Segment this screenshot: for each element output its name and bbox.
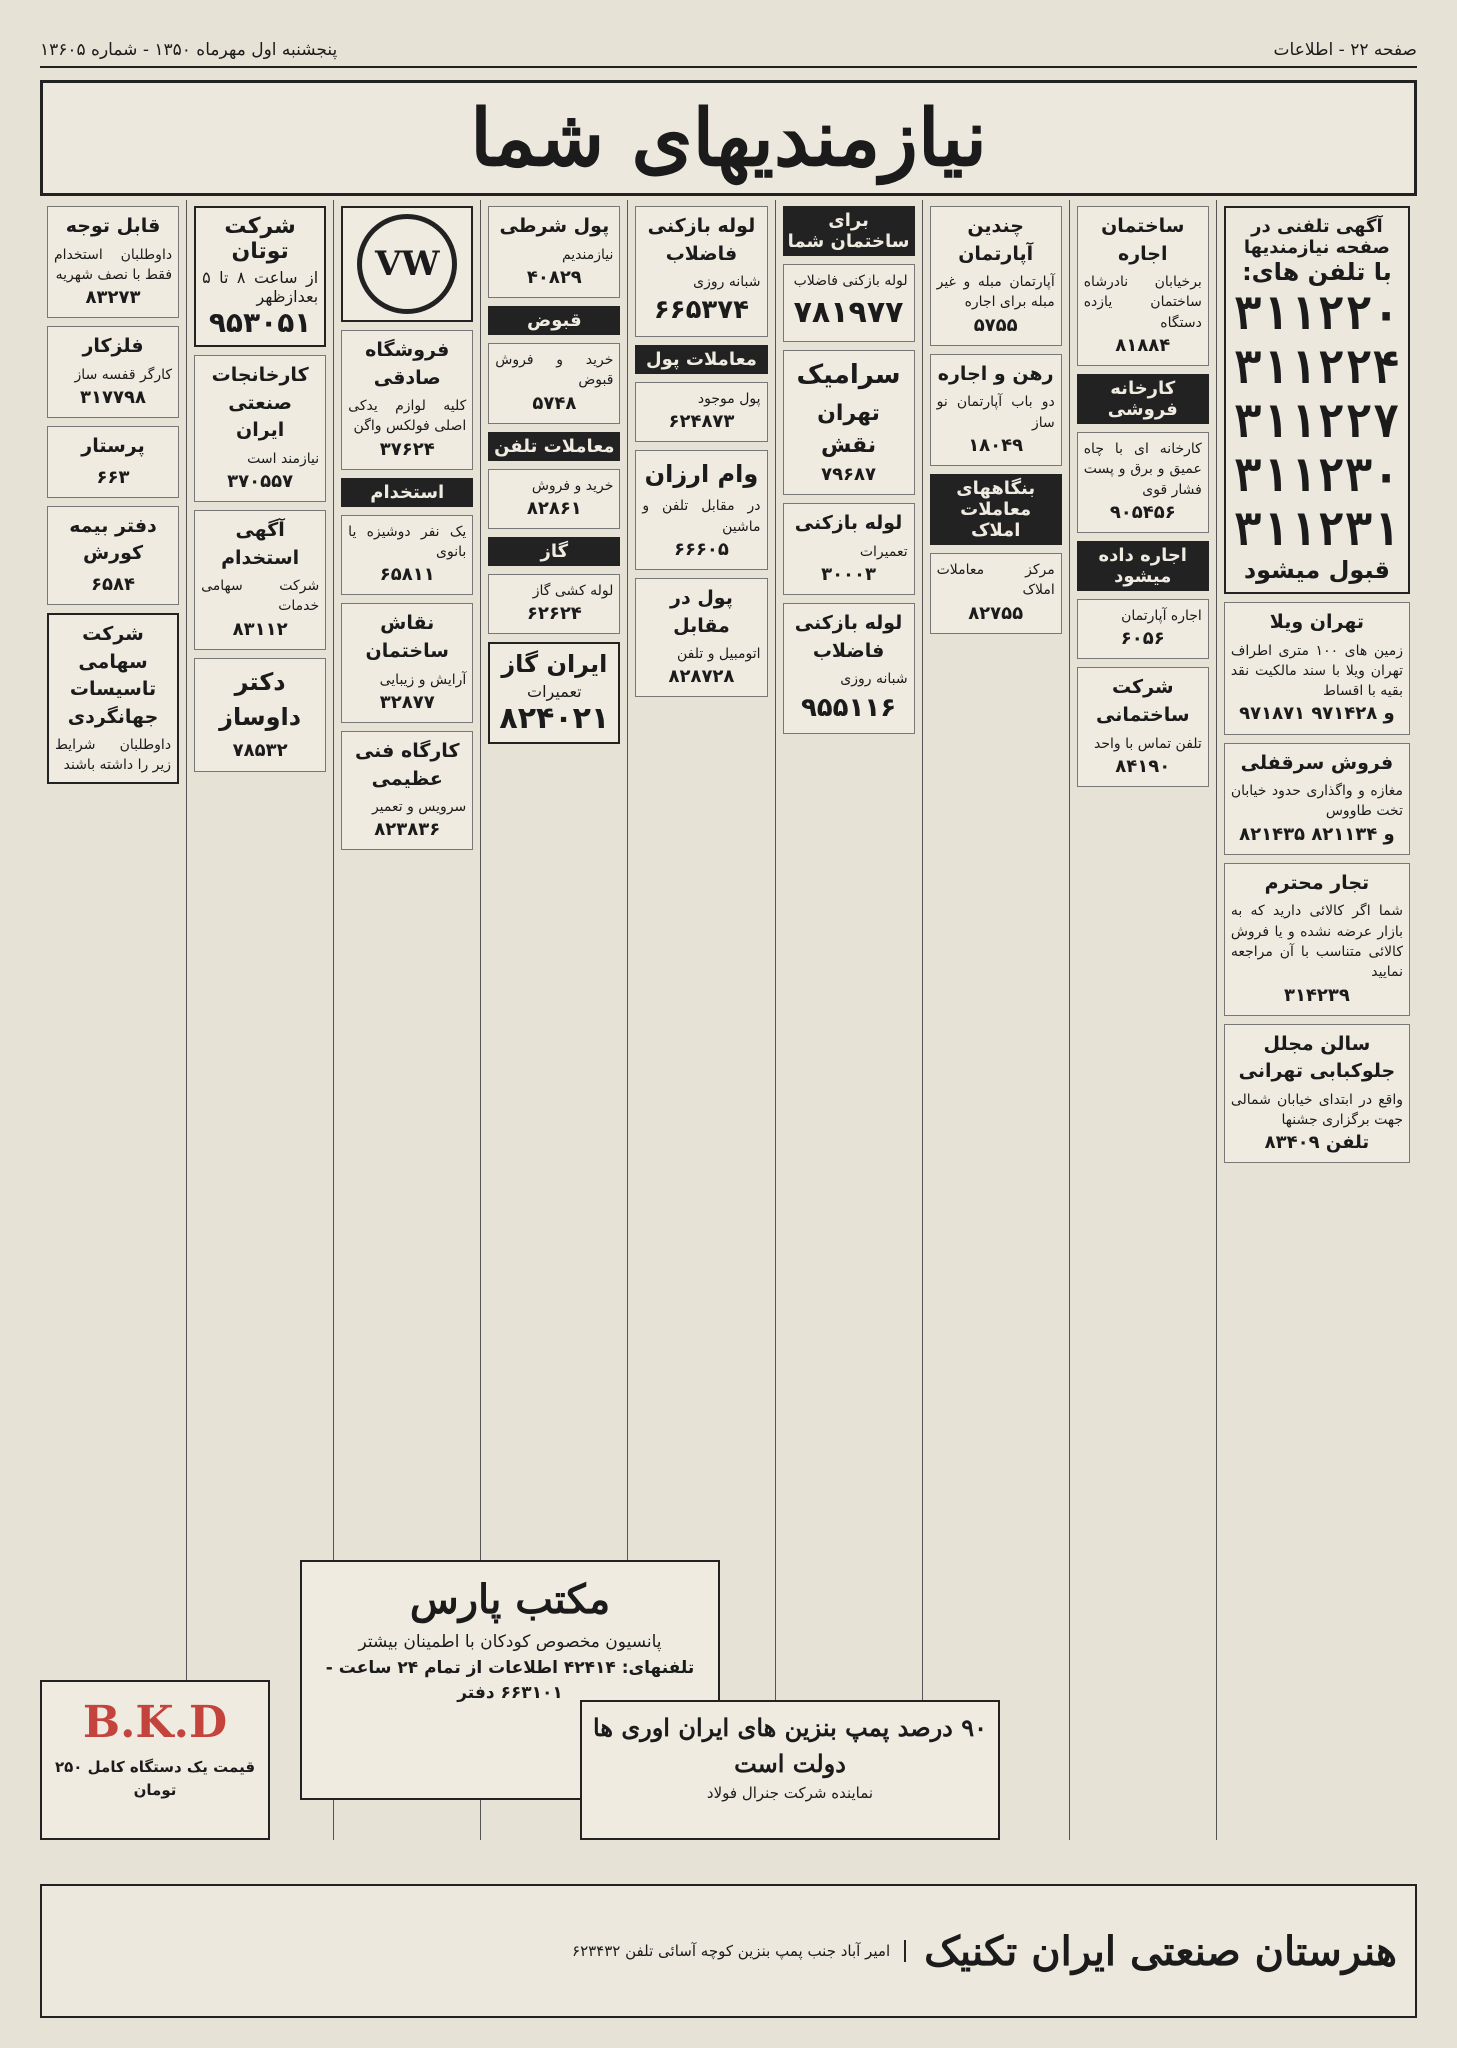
- ad-title: فلزکار: [82, 335, 144, 358]
- classified-ad: [47, 506, 179, 605]
- cooperative-ad: [47, 613, 179, 784]
- ad-phone: ۵۷۴۸: [532, 392, 577, 414]
- classified-ad: [1224, 863, 1410, 1016]
- ad-body: شبانه روزی: [693, 274, 761, 291]
- school-desc: امیر آباد جنب پمپ بنزین کوچه آسائی تلفن ۶۲۳۴۳۲: [558, 1940, 906, 1963]
- section-heading: بنگاههای معاملات املاک: [930, 474, 1062, 545]
- phone-number-1: ۳۱۱۲۲۰: [1233, 286, 1400, 340]
- ad-phone: ۸۲۳۸۳۶: [374, 819, 441, 841]
- bkd-title: B.K.D: [82, 1697, 228, 1748]
- maktab-title: مکتب پارس: [409, 1576, 611, 1623]
- ad-title: رهن و اجاره: [937, 362, 1054, 385]
- ad-phone: ۸۳۱۱۲: [232, 618, 288, 640]
- classified-ad: [635, 206, 767, 337]
- phone-number-5: ۳۱۱۲۳۱: [1233, 502, 1400, 556]
- iran-gas-ad: [488, 642, 620, 744]
- ad-title: فروشگاه صادقی: [365, 339, 450, 389]
- section-heading: استخدام: [341, 478, 473, 507]
- ad-title: تهران ویلا: [1269, 611, 1365, 633]
- ad-title: پرستار: [81, 435, 145, 458]
- ad-title: وام ارزان: [644, 460, 759, 489]
- ad-body: داوطلبان استخدام فقط با نصف شهریه: [53, 246, 173, 283]
- classified-ad: [47, 426, 179, 498]
- ad-phone: ۸۴۱۹۰: [1115, 755, 1171, 777]
- classified-ad: [1224, 602, 1410, 735]
- ad-body: خرید و فروش قبوض: [495, 351, 614, 389]
- phone-number-2: ۳۱۱۲۲۴: [1233, 340, 1400, 394]
- ad-phone: ۶۶۳: [96, 466, 130, 488]
- column-1: [1216, 200, 1417, 1840]
- ad-body: از ساعت ۸ تا ۵ بعدازظهر: [202, 268, 319, 306]
- phones-ad: [1224, 206, 1410, 594]
- classified-ad: [194, 355, 326, 502]
- classified-ad: [1077, 599, 1209, 659]
- ad-phone: ۳۷۶۲۴: [379, 438, 435, 460]
- ad-title: کارگاه فنی عظیمی: [354, 739, 460, 790]
- vw-logo-icon: VW: [357, 214, 457, 314]
- ad-title: شرکت ساختمانی: [1096, 676, 1190, 726]
- ad-body: سرویس و تعمیر: [371, 799, 467, 816]
- section-heading: معاملات پول: [635, 345, 767, 374]
- classified-ad: [635, 382, 767, 442]
- classified-ad: [47, 326, 179, 418]
- ad-body: تلفن تماس با واحد: [1094, 735, 1202, 752]
- classified-ad: [930, 354, 1062, 466]
- ad-title: شرکت سهامی تاسیسات جهانگردی: [67, 623, 159, 728]
- section-title-banner: [40, 80, 1417, 196]
- section-heading: معاملات تلفن: [488, 432, 620, 461]
- phones-ad-footer: قبول میشود: [1243, 556, 1390, 584]
- ad-title: پول در مقابل: [670, 586, 733, 637]
- ad-phone: ۷۹۶۸۷: [821, 464, 877, 486]
- ad-body: شما اگر کالائی دارید که به بازار عرضه نشده و یا فروش کالائی متناسب با آن مراجعه نمایید: [1230, 903, 1403, 981]
- date-issue: پنجشنبه اول مهرماه ۱۳۵۰ - شماره ۱۳۶۰۵: [40, 40, 338, 60]
- bkd-body: قیمت یک دستگاه کامل ۲۵۰ تومان: [54, 1758, 256, 1799]
- classified-ad: [488, 574, 620, 634]
- section-heading: گاز: [488, 537, 620, 566]
- ad-body: مرکز معاملات املاک: [936, 562, 1055, 599]
- classified-ad: [488, 469, 620, 529]
- ad-phone: ۳۷۰۵۵۷: [227, 470, 294, 492]
- ad-phone: ۱۸۰۴۹: [968, 434, 1024, 456]
- ad-title: لوله بازکنی: [794, 512, 903, 535]
- ad-phone: تلفن ۸۳۴۰۹: [1264, 1132, 1370, 1154]
- classified-ad: [47, 206, 179, 318]
- ad-body: اتومبیل و تلفن: [676, 646, 761, 663]
- ad-phone: ۶۶۶۰۵: [673, 538, 729, 560]
- ad-body: لوله بازکنی فاضلاب: [793, 273, 908, 289]
- ad-phone: ۸۲۷۵۵: [968, 602, 1024, 624]
- ad-title: کارخانجات صنعتی ایران: [211, 364, 309, 442]
- vw-logo-box: [341, 206, 473, 322]
- ad-phone: ۹۷۱۸۷۱ و ۹۷۱۴۲۸: [1239, 703, 1395, 725]
- classified-ad: [341, 731, 473, 850]
- ad-title: فروش سرقفلی: [1240, 751, 1394, 774]
- ad-title: آگهی استخدام: [221, 519, 300, 569]
- ad-body: برخیابان نادرشاه ساختمان یازده دستگاه: [1083, 274, 1202, 331]
- classified-ad: [194, 510, 326, 650]
- classified-ad: [1224, 1024, 1410, 1164]
- school-ad-strip: [40, 1884, 1417, 2018]
- ad-phone: ۳۰۰۰۳: [821, 564, 877, 586]
- classified-ad: [1077, 667, 1209, 786]
- section-heading: کارخانه فروشی: [1077, 374, 1209, 424]
- ad-body: اجاره آپارتمان: [1121, 608, 1202, 625]
- ad-phone: ۶۵۸۴: [91, 573, 135, 595]
- ad-title: ساختمان اجاره: [1101, 215, 1185, 265]
- ad-phone: ۳۲۸۷۷: [379, 691, 435, 713]
- pump-body: نماینده شرکت جنرال فولاد: [706, 1784, 874, 1802]
- ad-phone: ۹۵۵۱۱۶: [800, 692, 897, 723]
- phone-number-3: ۳۱۱۲۲۷: [1233, 394, 1400, 448]
- section-heading: قبوض: [488, 306, 620, 335]
- ad-body: نیازمندیم: [561, 246, 614, 263]
- classified-ad: [341, 515, 473, 596]
- ad-body: لوله کشی گاز: [532, 583, 614, 600]
- column-4: [775, 200, 922, 1840]
- ad-body: نیازمند است: [247, 450, 320, 467]
- classified-ad: [930, 206, 1062, 346]
- classified-ad: [783, 603, 915, 734]
- classified-ad: [783, 350, 915, 496]
- ad-title: چندین آپارتمان: [958, 215, 1034, 265]
- ad-body: تهران نقش: [817, 401, 880, 459]
- classified-ad: [1077, 432, 1209, 533]
- classified-ad: [488, 206, 620, 298]
- ad-body: شبانه روزی: [840, 671, 908, 688]
- ad-body: تعمیرات: [527, 682, 582, 702]
- ad-title: ایران گاز: [501, 650, 608, 679]
- column-9: [40, 200, 186, 1840]
- maktab-phones: تلفنهای: ۴۲۴۱۴ اطلاعات از تمام ۲۴ ساعت - ۶۶۳۱۰۱ دفتر: [325, 1657, 695, 1703]
- phone-number-4: ۳۱۱۲۳۰: [1233, 448, 1400, 502]
- ad-body: خرید و فروش: [531, 477, 614, 494]
- classified-ad: [194, 658, 326, 772]
- ad-title: پول شرطی: [499, 215, 610, 237]
- gas-pump-ad: [580, 1700, 1000, 1840]
- ads-grid: [40, 200, 1417, 1840]
- ad-title: لوله بازکنی فاضلاب: [647, 215, 756, 265]
- ad-phone: ۵۷۵۵: [973, 314, 1018, 336]
- column-3: [922, 200, 1069, 1840]
- ad-title: نقاش ساختمان: [365, 612, 449, 663]
- classified-ad: [1077, 206, 1209, 366]
- ad-phone: ۹۰۵۴۵۶: [1109, 501, 1176, 523]
- ad-title: دکتر داوساز: [219, 667, 302, 731]
- bkd-ad: [40, 1680, 270, 1840]
- pump-title: ۹۰ درصد پمپ بنزین های ایران اوری ها دولت است: [593, 1713, 987, 1778]
- ad-body: یک نفر دوشیزه یا بانوی: [348, 523, 467, 561]
- ad-phone: ۶۲۴۸۷۳: [668, 411, 735, 433]
- ad-phone: ۷۸۱۹۷۷: [793, 295, 904, 331]
- ad-body: واقع در ابتدای خیابان شمالی جهت برگزاری جشنها: [1230, 1091, 1403, 1128]
- ad-title: تجار محترم: [1264, 871, 1370, 894]
- ad-body: کلیه لوازم یدکی اصلی فولکس واگن: [348, 398, 467, 435]
- ad-title: دفتر بیمه کورش: [69, 514, 157, 565]
- ad-body: آرایش و زیبایی: [379, 671, 467, 688]
- classified-ad: [783, 264, 915, 342]
- ad-phone: ۸۲۸۷۲۸: [668, 666, 735, 688]
- ad-phone: ۶۶۵۳۷۴: [653, 295, 750, 326]
- ad-body: تعمیرات: [859, 543, 908, 560]
- ad-phone: ۳۱۴۲۳۹: [1283, 984, 1350, 1006]
- ad-phone: ۶۰۵۶: [1120, 628, 1165, 650]
- ad-phone: ۸۲۴۰۲۱: [499, 701, 610, 737]
- ad-body: پول موجود: [697, 391, 761, 408]
- classified-ad: [1224, 743, 1410, 855]
- section-heading: برای ساختمان شما: [783, 206, 915, 256]
- classified-ad: [341, 330, 473, 470]
- classified-ad: [783, 503, 915, 595]
- ad-body: در مقابل تلفن و ماشین: [642, 498, 761, 535]
- ad-phone: ۸۳۲۷۳: [85, 287, 141, 309]
- ad-body: کارخانه ای با چاه عمیق و برق و پست فشار قوی: [1083, 441, 1202, 498]
- ad-body: دو باب آپارتمان نو ساز: [936, 394, 1055, 431]
- ad-title: قابل توجه: [65, 215, 161, 237]
- classified-ad: [635, 450, 767, 569]
- ad-title: سرامیک: [796, 359, 901, 390]
- column-2: [1069, 200, 1216, 1840]
- classified-ad: [488, 343, 620, 424]
- ad-phone: ۴۰۸۲۹: [526, 266, 582, 288]
- classified-ad: [930, 553, 1062, 634]
- ad-phone: ۸۱۸۸۴: [1115, 334, 1171, 356]
- ad-body: زمین های ۱۰۰ متری اطراف تهران ویلا با سند مالکیت نقد بقیه با اقساط: [1230, 642, 1403, 700]
- page-label: صفحه ۲۲ - اطلاعات: [1273, 40, 1417, 60]
- ad-title: شرکت توتان: [224, 214, 296, 264]
- page-header: [40, 40, 1417, 68]
- ad-body: مغازه و واگذاری حدود خیابان تخت طاووس: [1230, 783, 1403, 820]
- ad-phone: ۳۱۷۷۹۸: [80, 387, 146, 409]
- ad-title: لوله بازکنی فاضلاب: [794, 612, 903, 662]
- company-logo-box: [194, 206, 326, 347]
- section-heading: اجاره داده میشود: [1077, 541, 1209, 591]
- ad-phone: ۶۲۶۲۴: [526, 603, 582, 625]
- ad-phone: ۸۲۱۴۳۵ و ۸۲۱۱۳۴: [1239, 823, 1395, 845]
- ad-phone: ۹۵۳۰۵۱: [208, 306, 312, 339]
- ad-body: شرکت سهامی خدمات: [201, 578, 320, 615]
- ad-phone: ۸۲۸۶۱: [526, 497, 582, 519]
- ad-phone: ۷۸۵۳۲: [232, 740, 288, 762]
- section-title: نیازمندیهای شما: [470, 92, 987, 184]
- school-name: هنرستان صنعتی ایران تکنیک: [924, 1927, 1397, 1975]
- ad-title: سالن مجلل جلوکبابی تهرانی: [1238, 1032, 1396, 1083]
- classified-ad: [341, 603, 473, 722]
- maktab-body: پانسیون مخصوص کودکان با اطمینان بیشتر: [358, 1632, 662, 1652]
- ad-body: کارگر قفسه ساز: [74, 366, 173, 383]
- classified-ad: [635, 578, 767, 697]
- ad-body: داوطلبان شرایط زیر را داشته باشند: [54, 737, 172, 774]
- phones-ad-label: با تلفن های:: [1242, 258, 1392, 286]
- ad-body: آپارتمان مبله و غیر مبله برای اجاره: [936, 274, 1055, 311]
- phones-ad-intro: آگهی تلفنی در صفحه نیازمندیها: [1243, 216, 1390, 258]
- ad-phone: ۶۵۸۱۱: [379, 564, 435, 586]
